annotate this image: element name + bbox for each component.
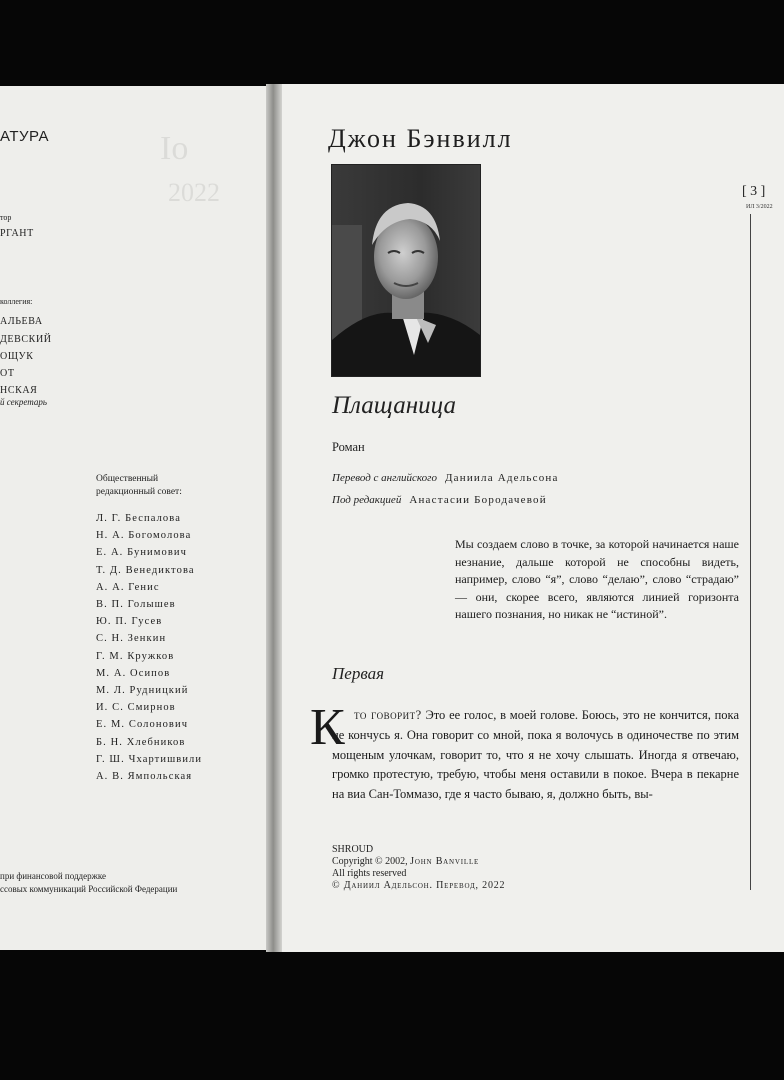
issue-label: ИЛ 3/2022: [746, 204, 773, 210]
editor-role: Под редакцией: [332, 494, 402, 506]
council-list: [96, 510, 202, 785]
author-photo: [331, 164, 481, 377]
body-lead: то говорит?: [354, 708, 422, 722]
editor-credit: [332, 494, 547, 506]
staff-line: АЛЬЕВА: [0, 316, 43, 327]
staff-line: РГАНТ: [0, 228, 34, 239]
original-title: SHROUD: [332, 844, 374, 855]
council-member: Г. Ш. Чхартишвили: [96, 753, 203, 765]
staff-line: коллегия:: [0, 297, 33, 306]
council-member: М. Л. Рудницкий: [96, 685, 189, 697]
translation-role: Перевод с английского: [332, 472, 437, 484]
body-paragraph: Это ее голос, в моей голове. Боюсь, это не кончится, пока не кончусь я. Она говорит со мной, пока я волочусь в одиночестве по этим мощеным улочкам, говорит то, что я не хочу слышать. Иногда я отвечаю, громко протестую, требую, чтобы меня оставили в покое. Вчера в пекарне на виа Сан-Томмазо, где я часто бываю, я, должно быть, вы-: [332, 708, 739, 802]
genre-label: Роман: [332, 440, 365, 454]
council-member: Н. А. Богомолова: [96, 530, 192, 542]
chapter-title: Первая: [332, 664, 384, 683]
margin-rule: [750, 214, 751, 890]
staff-line: ОЩУК: [0, 351, 34, 362]
page-number: [ 3 ]: [742, 184, 766, 199]
council-member: И. С. Смирнов: [96, 702, 176, 714]
author-portrait-image: [332, 165, 480, 376]
book-title: Плащаница: [332, 392, 456, 419]
council-member: Б. Н. Хлебников: [96, 736, 186, 748]
staff-line: й секретарь: [0, 397, 47, 407]
editor-name: Анастасии Бородачевой: [409, 494, 547, 506]
drop-cap: К: [310, 699, 345, 756]
council-member: В. П. Голышев: [96, 599, 176, 611]
support-note: при финансовой поддержке ссовых коммуникаций Российской Федерации: [0, 871, 178, 894]
translation-credit: [332, 472, 559, 484]
council-member: А. А. Генис: [96, 581, 160, 593]
council-member: Е. М. Солонович: [96, 719, 189, 731]
council-member: С. Н. Зенкин: [96, 633, 167, 645]
staff-line: тор: [0, 213, 12, 222]
author-name: Джон Бэнвилл: [328, 124, 513, 153]
book-spread: [0, 84, 784, 952]
council-member: М. А. Осипов: [96, 667, 171, 679]
bleed-through-text: 2022: [168, 178, 220, 207]
council-member: Л. Г. Беспалова: [96, 513, 181, 524]
translation-copyright: © Даниил Адельсон. Перевод, 2022: [332, 880, 506, 891]
council-member: Е. А. Бунимович: [96, 547, 188, 559]
copyright-line: Copyright © 2002,: [332, 856, 408, 867]
translator-name: Даниила Адельсона: [444, 472, 559, 484]
council-member: Ю. П. Гусев: [96, 616, 163, 628]
left-page: [0, 86, 268, 950]
journal-title-fragment: АТУРА: [0, 128, 50, 145]
council-member: А. В. Ямпольская: [96, 771, 193, 783]
epigraph: Мы создаем слово в точке, за которой начинается наше незнание, дальше которой не способны видеть, например, слово “я”, слово “делаю”, слово “страдаю” — они, скорее всего, являются линией горизонта нашего познания, но никак не “истиной”.: [455, 537, 739, 621]
body-text: [332, 706, 739, 805]
council-member: Т. Д. Венедиктова: [96, 564, 195, 576]
bleed-through-text: Io: [160, 130, 189, 167]
staff-line: ОТ: [0, 368, 15, 379]
staff-line: ДЕВСКИЙ: [0, 334, 52, 345]
copyright-author: John Banville: [410, 856, 480, 867]
copyright-block: [332, 844, 505, 892]
staff-line: НСКАЯ: [0, 385, 38, 396]
rights-line: All rights reserved: [332, 868, 407, 879]
council-member: Г. М. Кружков: [96, 650, 175, 662]
council-heading: Общественный редакционный совет:: [96, 474, 182, 497]
right-page: [282, 84, 784, 952]
